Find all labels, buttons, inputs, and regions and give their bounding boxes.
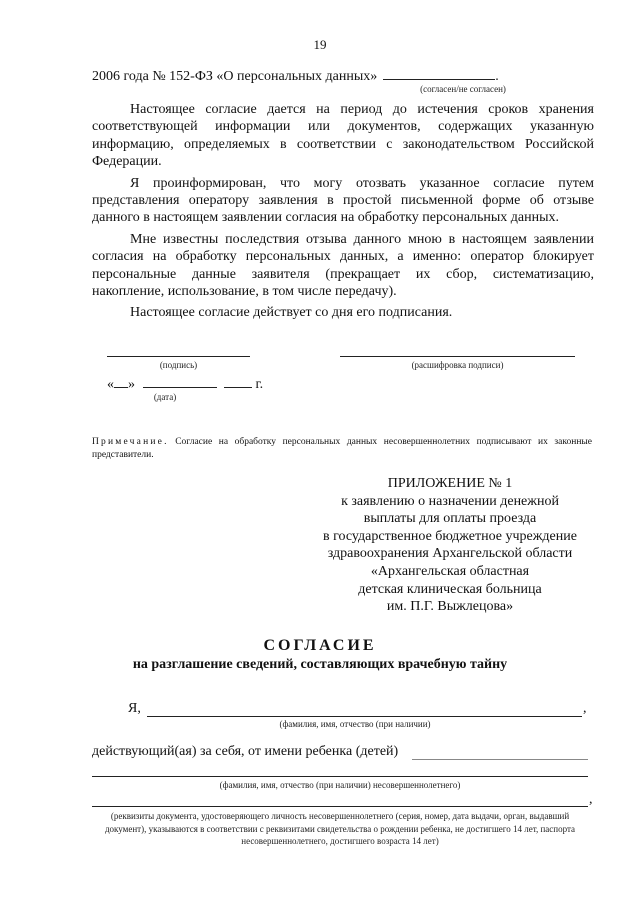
minor-name-caption: (фамилия, имя, отчество (при наличии) несовершеннолетнего) <box>219 780 461 790</box>
appendix-line: здравоохранения Архангельской области <box>327 546 573 562</box>
paragraph-revocation: Я проинформирован, что могу отозвать указанное согласие путем представления оператору заявления в простой письменной форме об отзыве данного в настоящем заявлении согласия на обработку персональных данных. <box>92 175 594 226</box>
date-year-blank[interactable] <box>224 376 252 388</box>
consent-choice-blank[interactable] <box>383 67 495 80</box>
appendix-header <box>300 475 600 616</box>
body-paragraphs <box>92 101 594 322</box>
appendix-line: им. П.Г. Выжлецова» <box>386 599 514 615</box>
date-month-blank[interactable] <box>143 376 217 388</box>
i-label: Я, <box>128 701 141 716</box>
date-field <box>107 376 263 393</box>
signature-line[interactable] <box>107 356 250 357</box>
appendix-line: ПРИЛОЖЕНИЕ № 1 <box>387 476 513 491</box>
minor-name-line[interactable] <box>92 776 588 777</box>
date-quote-close: » <box>128 377 135 392</box>
document-details-caption: (реквизиты документа, удостоверяющего личность несовершеннолетнего (серия, номер, дата выдачи, орган, выдавший документ), указываются в соответствии с реквизитами свидетельства о рождении ребенка, не достигшего 14 лет, паспорта несовершеннолетнего, достигшего возраста 14 лет) <box>104 811 576 846</box>
consent-title: СОГЛАСИЕ <box>263 637 377 654</box>
appendix-line: «Архангельская областная <box>370 563 530 579</box>
doc-end: , <box>589 792 593 807</box>
page-number: 19 <box>313 37 327 52</box>
document-details-line[interactable] <box>92 806 588 807</box>
applicant-name-line[interactable] <box>147 716 582 717</box>
appendix-line: к заявлению о назначении денежной <box>341 493 559 509</box>
date-year-suffix: г. <box>255 377 264 392</box>
intro-line <box>92 67 499 85</box>
paragraph-consequences: Мне известны последствия отзыва данного мною в настоящем заявлении согласия на обработку персональных данных, а именно: оператор блокирует персональные данные заявителя (прекращает их сбор, систематизацию, накопление, использование, в том числе передачу). <box>92 231 594 300</box>
signature-decoding-caption: (расшифровка подписи) <box>411 360 504 370</box>
appendix-line: выплаты для оплаты проезда <box>363 511 537 527</box>
paragraph-term: Настоящее согласие дается на период до истечения сроков хранения соответствующей информации или документов, содержащих указанную информацию, определяемых в соответствии с законодательством Российской Федерации. <box>92 102 594 170</box>
child-name-line[interactable] <box>412 759 588 760</box>
applicant-name-caption: (фамилия, имя, отчество (при наличии) <box>279 719 431 729</box>
note <box>92 436 592 462</box>
intro-end: . <box>495 69 499 84</box>
note-text: Согласие на обработку персональных данных несовершеннолетних подписывают их законные представители. <box>92 437 593 460</box>
paragraph-effective: Настоящее согласие действует со дня его подписания. <box>130 305 453 321</box>
date-quote-open: « <box>107 377 114 392</box>
intro-text: 2006 года № 152-ФЗ «О персональных данных» <box>92 69 378 84</box>
appendix-line: в государственное бюджетное учреждение <box>323 528 577 544</box>
signature-decoding-line[interactable] <box>340 356 575 357</box>
acting-label: действующий(ая) за себя, от имени ребенка (детей) <box>92 744 399 759</box>
appendix-line: детская клиническая больница <box>358 581 542 597</box>
consent-subtitle: на разглашение сведений, составляющих врачебную тайну <box>132 657 508 672</box>
signature-caption: (подпись) <box>159 360 198 370</box>
consent-choice-caption: (согласен/не согласен) <box>420 84 506 94</box>
date-day-blank[interactable] <box>114 376 128 388</box>
i-end: , <box>583 701 587 716</box>
date-caption: (дата) <box>153 392 177 402</box>
note-label: Примечание. <box>92 437 169 447</box>
